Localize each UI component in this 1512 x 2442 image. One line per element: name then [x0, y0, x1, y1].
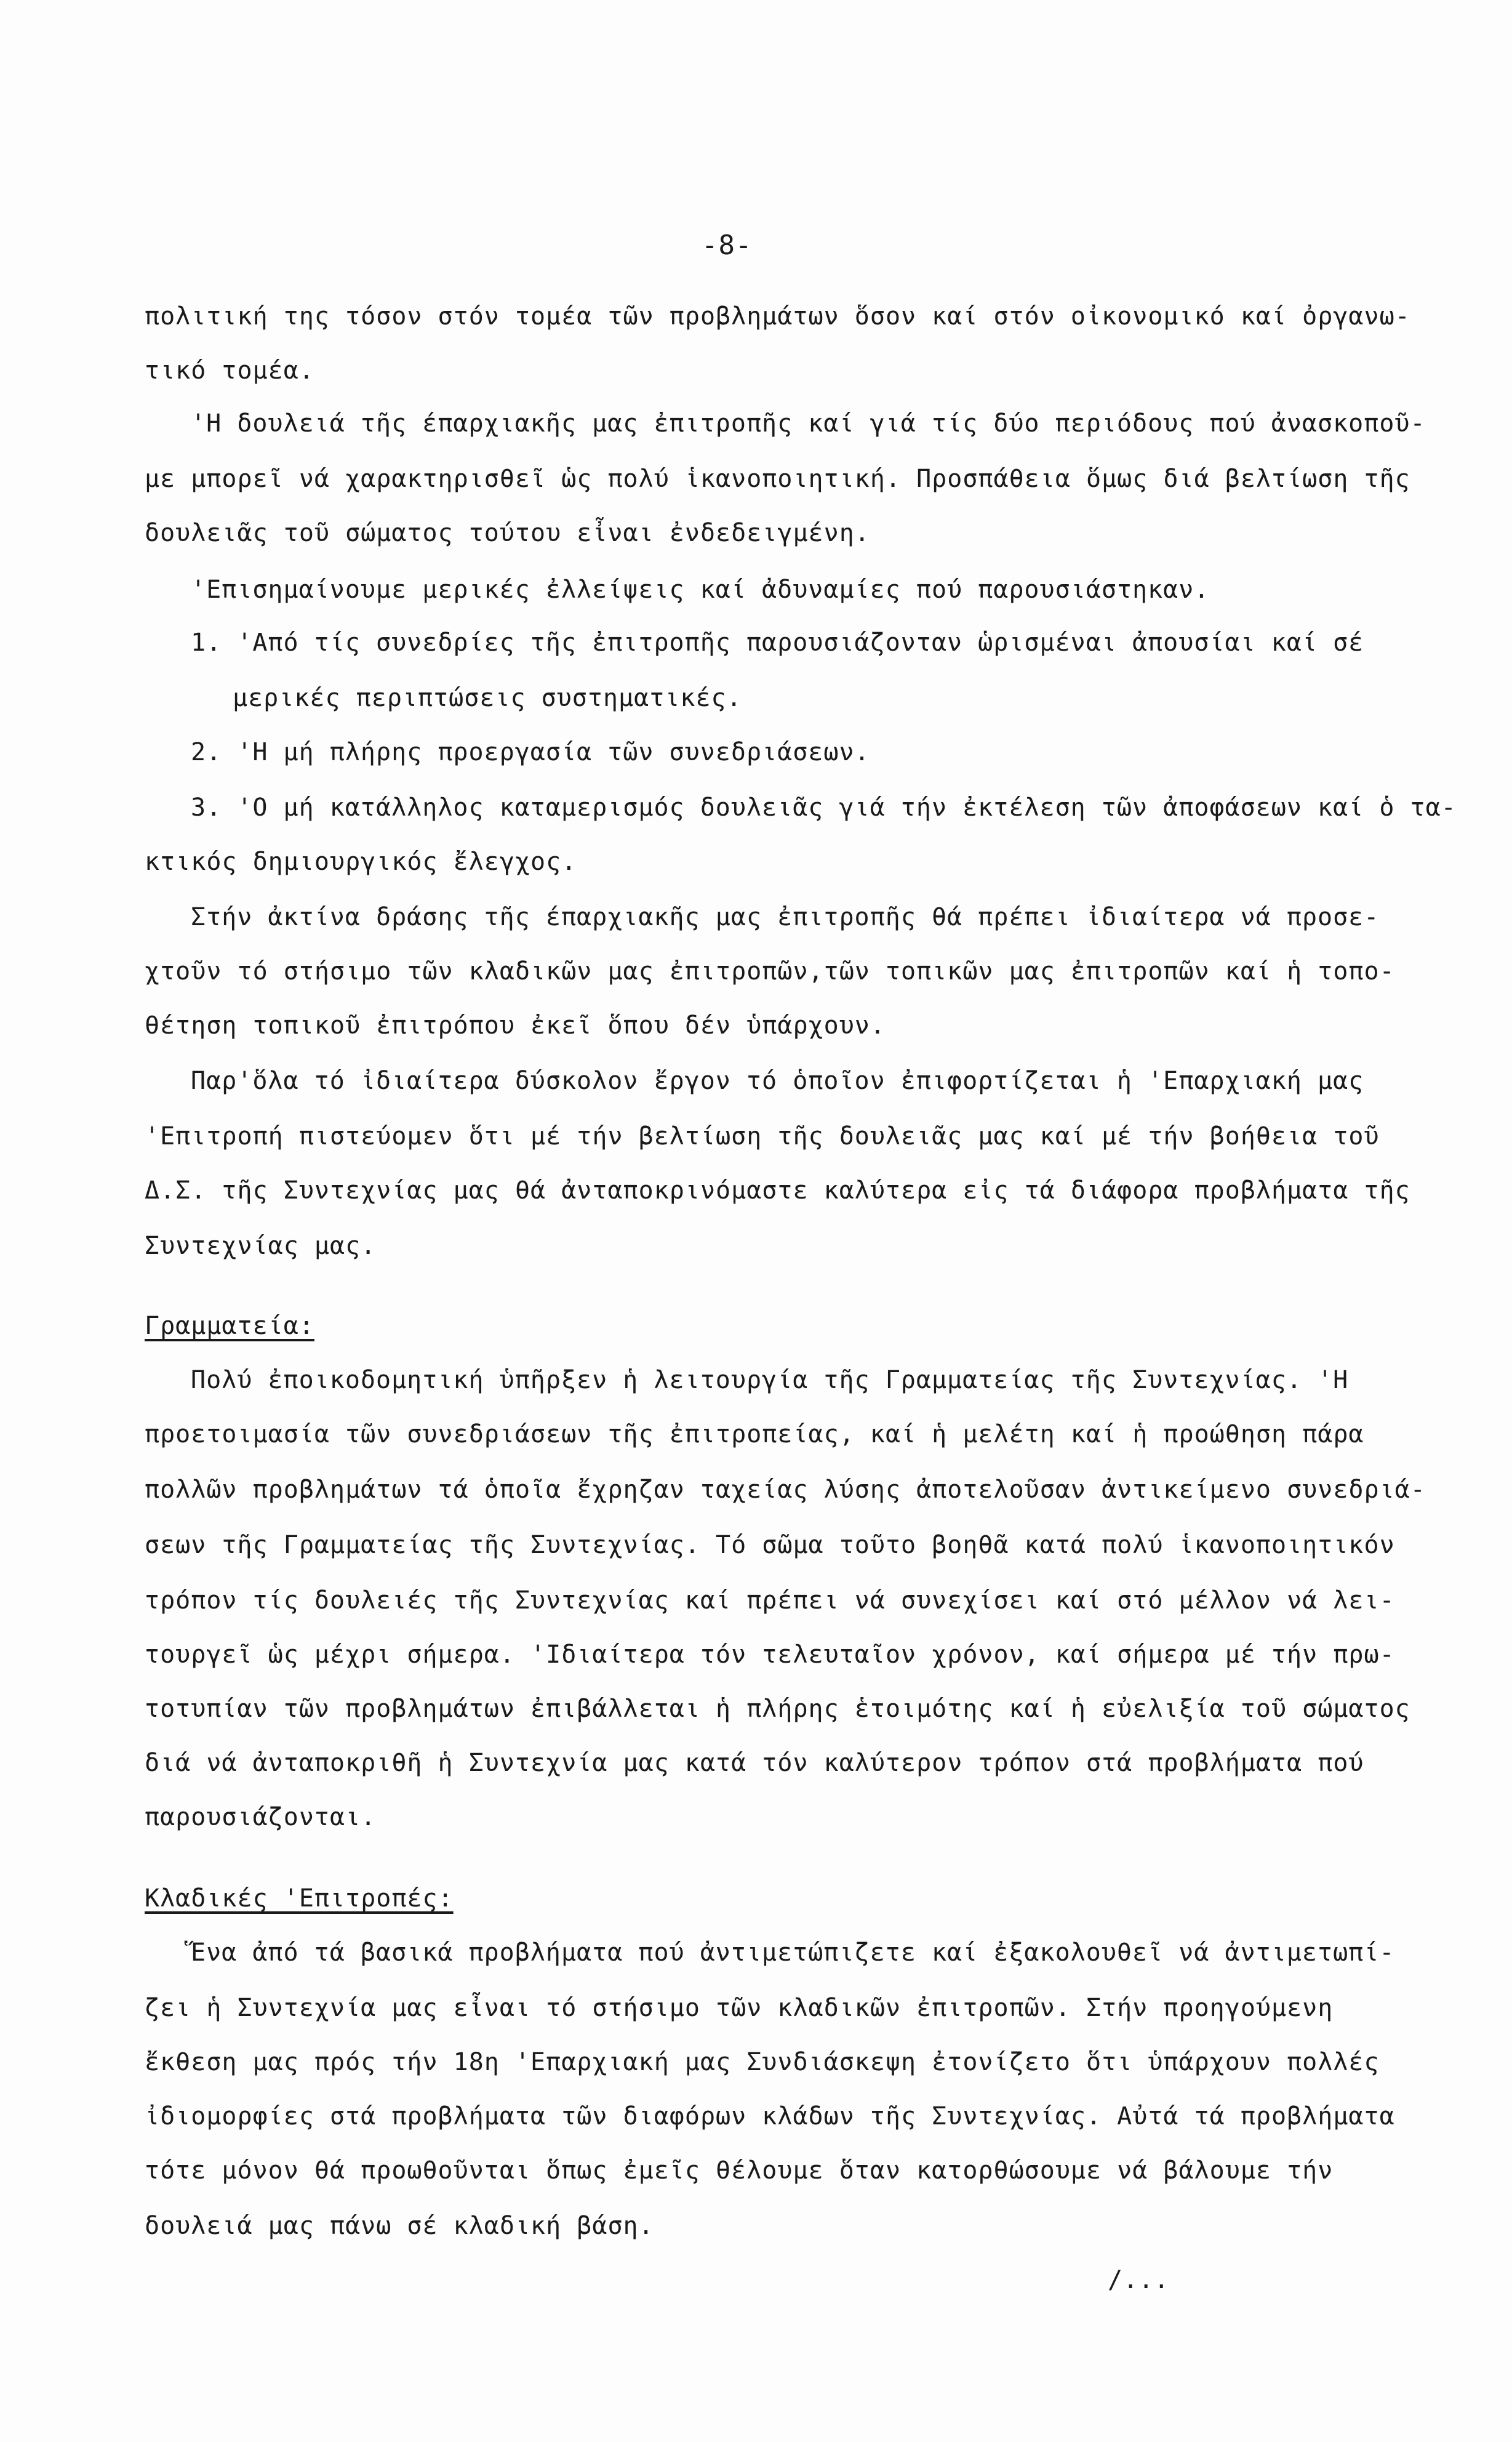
committee-paragraph-2: 'Επισημαίνουμε μερικές ἐλλείψεις καί ἀδυναμίες πού παρουσιάστηκαν.: [191, 576, 1210, 604]
secretariat-line-9: παρουσιάζονται.: [145, 1803, 377, 1831]
weakness-item-3-line-1: 3. 'Ο μή κατάλληλος καταμερισμός δουλειᾶς γιά τήν ἐκτέλεση τῶν ἀποφάσεων καί ὁ τα-: [191, 793, 1457, 822]
branch-line-4: ἰδιομορφίες στά προβλήματα τῶν διαφόρων κλάδων τῆς Συντεχνίας. Αὐτά τά προβλήματα: [145, 2102, 1395, 2131]
committee-paragraph-1-line-3: δουλειᾶς τοῦ σώματος τούτου εἶναι ἐνδεδειγμένη.: [145, 519, 870, 547]
committee-paragraph-4-line-2: 'Επιτροπή πιστεύομεν ὅτι μέ τήν βελτίωση τῆς δουλειᾶς μας καί μέ τήν βοήθεια τοῦ: [145, 1122, 1380, 1151]
branch-line-6: δουλειά μας πάνω σέ κλαδική βάση.: [145, 2212, 654, 2240]
branch-line-2: ζει ἡ Συντεχνία μας εἶναι τό στήσιμο τῶν κλαδικῶν ἐπιτροπῶν. Στήν προηγούμενη: [145, 1994, 1334, 2022]
secretariat-line-2: προετοιμασία τῶν συνεδριάσεων τῆς ἐπιτροπείας, καί ἡ μελέτη καί ἡ προώθηση πάρα: [145, 1420, 1364, 1448]
secretariat-line-3: πολλῶν προβλημάτων τά ὁποῖα ἔχρηζαν ταχείας λύσης ἀποτελοῦσαν ἀντικείμενο συνεδριά-: [145, 1476, 1426, 1504]
branch-line-3: ἔκθεση μας πρός τήν 18η 'Επαρχιακή μας Συνδιάσκεψη ἐτονίζετο ὅτι ὑπάρχουν πολλές: [145, 2048, 1380, 2076]
committee-paragraph-4-line-3: Δ.Σ. τῆς Συντεχνίας μας θά ἀνταποκρινόμαστε καλύτερα εἰς τά διάφορα προβλήματα τῆς: [145, 1176, 1410, 1205]
intro-line-2: τικό τομέα.: [145, 356, 314, 385]
branch-line-1: Ἕνα ἀπό τά βασικά προβλήματα πού ἀντιμετώπιζετε καί ἐξακολουθεῖ νά ἀντιμετωπί-: [191, 1938, 1395, 1967]
secretariat-line-8: διά νά ἀνταποκριθῆ ἡ Συντεχνία μας κατά τόν καλύτερον τρόπον στά προβλήματα πού: [145, 1749, 1364, 1777]
branch-line-5: τότε μόνον θά προωθοῦνται ὅπως ἐμεῖς θέλουμε ὅταν κατορθώσουμε νά βάλουμε τήν: [145, 2156, 1334, 2185]
committee-paragraph-3-line-1: Στήν ἀκτίνα δράσης τῆς έπαρχιακῆς μας ἐπιτροπῆς θά πρέπει ἰδιαίτερα νά προσε-: [191, 903, 1380, 931]
intro-line-1: πολιτική της τόσον στόν τομέα τῶν προβλημάτων ὅσον καί στόν οἰκονομικό καί ὀργανω-: [145, 302, 1410, 331]
secretariat-line-5: τρόπον τίς δουλειές τῆς Συντεχνίας καί πρέπει νά συνεχίσει καί στό μέλλον νά λει-: [145, 1586, 1395, 1615]
weakness-item-3-line-2: κτικός δημιουργικός ἔλεγχος.: [145, 848, 577, 876]
secretariat-line-4: σεων τῆς Γραμματείας τῆς Συντεχνίας. Τό σῶμα τοῦτο βοηθᾶ κατά πολύ ἱκανοποιητικόν: [145, 1531, 1395, 1559]
weakness-item-1-line-2: μερικές περιπτώσεις συστηματικές.: [233, 684, 742, 712]
weakness-item-2: 2. 'Η μή πλήρης προεργασία τῶν συνεδριάσεων.: [191, 738, 870, 766]
committee-paragraph-3-line-2: χτοῦν τό στήσιμο τῶν κλαδικῶν μας ἐπιτροπῶν,τῶν τοπικῶν μας ἐπιτροπῶν καί ἡ τοπο-: [145, 957, 1395, 986]
committee-paragraph-4-line-4: Συντεχνίας μας.: [145, 1232, 377, 1260]
committee-paragraph-4-line-1: Παρ'ὅλα τό ἰδιαίτερα δύσκολον ἔργον τό ὁποῖον ἐπιφορτίζεται ἡ 'Επαρχιακή μας: [191, 1067, 1364, 1095]
secretariat-heading: Γραμματεία:: [145, 1312, 314, 1340]
secretariat-line-7: τοτυπίαν τῶν προβλημάτων ἐπιβάλλεται ἡ πλήρης ἑτοιμότης καί ἡ εὐελιξία τοῦ σώματος: [145, 1695, 1410, 1723]
page-number: -8-: [702, 230, 753, 261]
committee-paragraph-3-line-3: θέτηση τοπικοῦ ἐπιτρόπου ἐκεῖ ὅπου δέν ὑπάρχουν.: [145, 1011, 886, 1040]
committee-paragraph-1-line-1: 'Η δουλειά τῆς έπαρχιακῆς μας ἐπιτροπῆς καί γιά τίς δύο περιόδους πού ἀνασκοποῦ-: [191, 409, 1426, 438]
weakness-item-1-line-1: 1. 'Από τίς συνεδρίες τῆς ἐπιτροπῆς παρουσιάζονταν ὡρισμέναι ἀπουσίαι καί σέ: [191, 629, 1364, 657]
committee-paragraph-1-line-2: με μπορεῖ νά χαρακτηρισθεῖ ὡς πολύ ἱκανοποιητική. Προσπάθεια ὅμως διά βελτίωση τῆς: [145, 465, 1410, 493]
branch-committees-heading: Κλαδικές 'Επιτροπές:: [145, 1884, 454, 1913]
secretariat-line-1: Πολύ ἐποικοδομητική ὑπῆρξεν ἡ λειτουργία τῆς Γραμματείας τῆς Συντεχνίας. 'Η: [191, 1366, 1349, 1394]
secretariat-line-6: τουργεῖ ὡς μέχρι σήμερα. 'Ιδιαίτερα τόν τελευταῖον χρόνον, καί σήμερα μέ τήν πρω-: [145, 1641, 1395, 1669]
continuation-mark: /...: [1108, 2266, 1170, 2294]
